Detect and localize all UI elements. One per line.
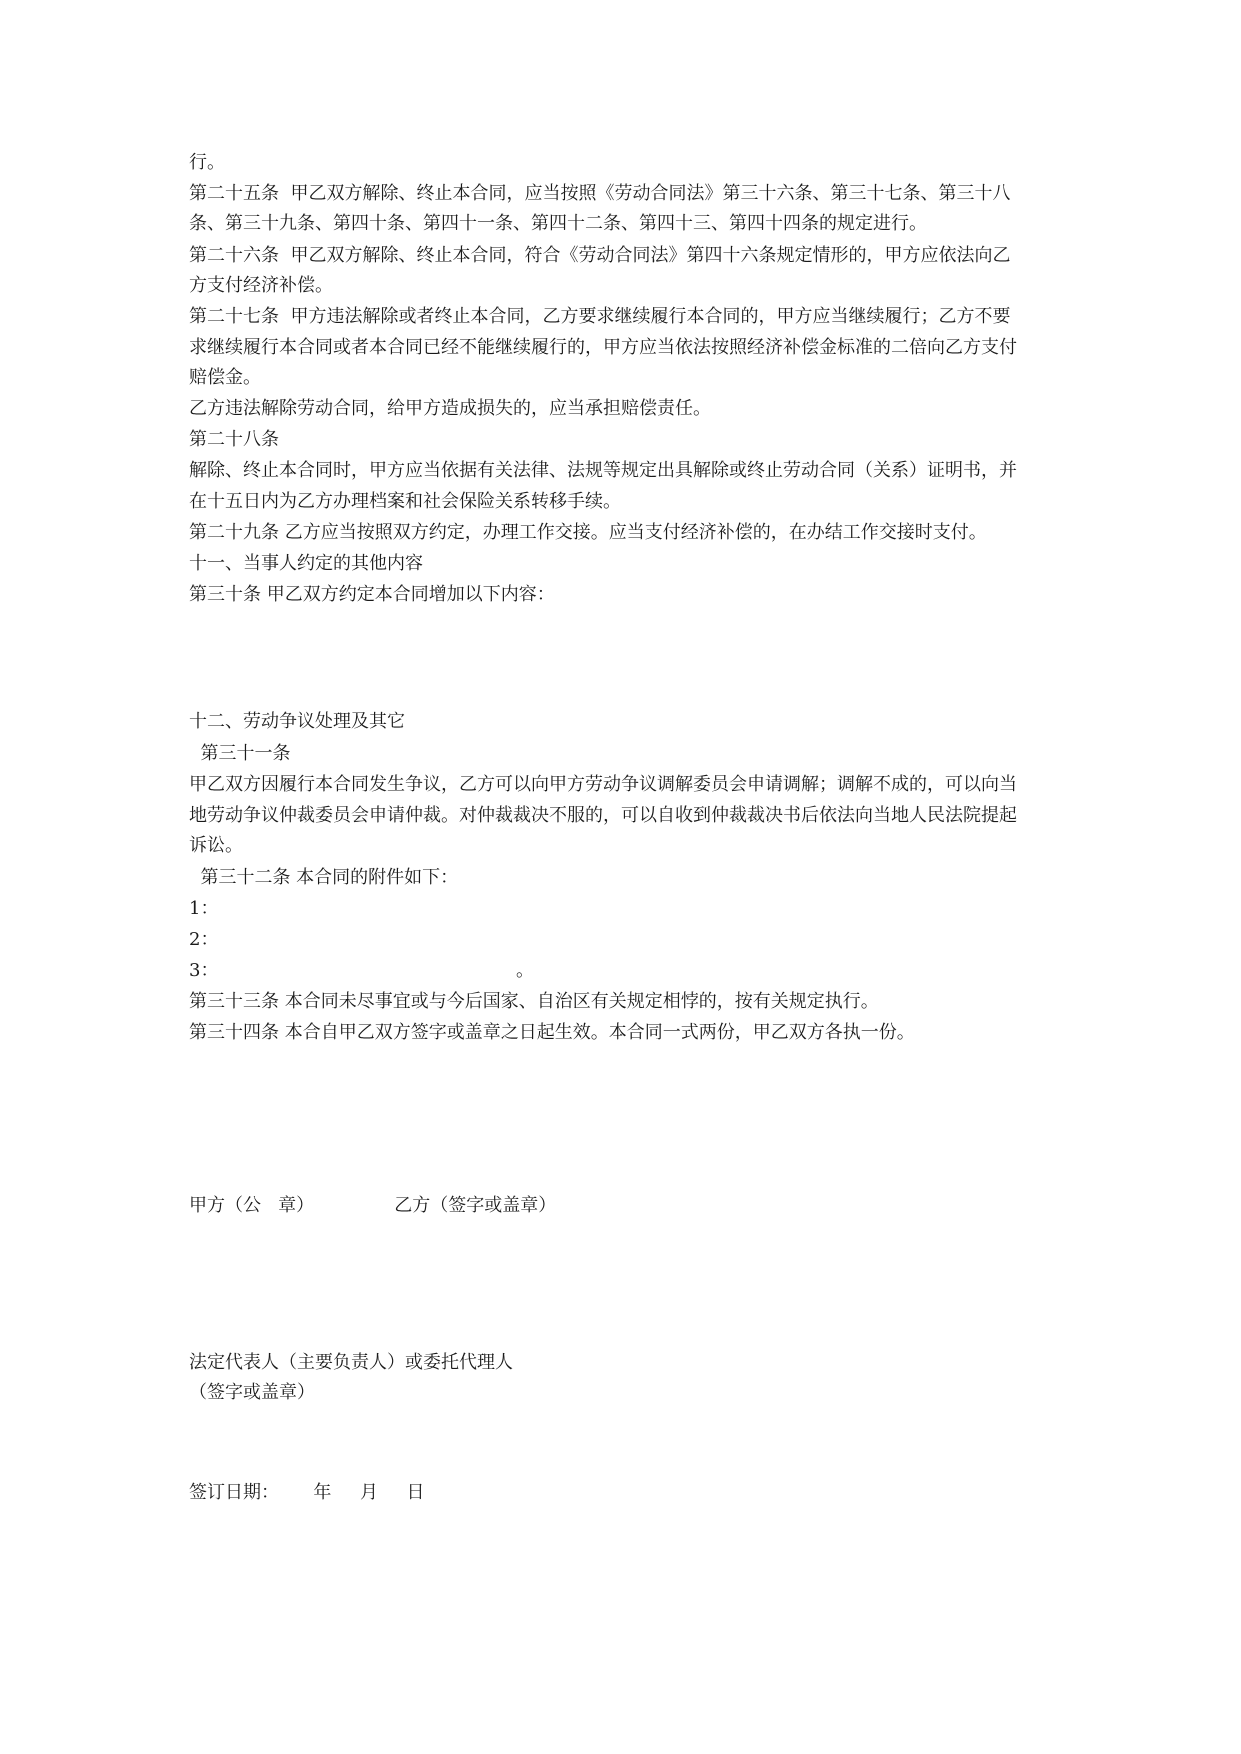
article-34: 第三十四条 本合自甲乙双方签字或盖章之日起生效。本合同一式两份，甲乙双方各执一份。	[189, 1022, 915, 1043]
article-26-line-1: 第二十六条 甲乙双方解除、终止本合同，符合《劳动合同法》第四十六条规定情形的，甲方应依法向乙	[189, 245, 1011, 266]
article-28-line-1: 解除、终止本合同时，甲方应当依据有关法律、法规等规定出具解除或终止劳动合同（关系）证明书，并	[189, 460, 1017, 481]
section-12-heading: 十二、劳动争议处理及其它	[189, 711, 405, 732]
article-28-heading: 第二十八条	[189, 429, 279, 450]
article-27-line-4: 乙方违法解除劳动合同，给甲方造成损失的，应当承担赔偿责任。	[189, 398, 711, 419]
signature-parties: 甲方（公 章） 乙方（签字或盖章）	[189, 1195, 557, 1216]
signing-date: 签订日期： 年 月 日	[189, 1482, 425, 1503]
article-25-line-1: 第二十五条 甲乙双方解除、终止本合同，应当按照《劳动合同法》第三十六条、第三十七条、第三十八	[189, 183, 1011, 204]
attachment-1: 1：	[189, 898, 219, 919]
article-25-line-2: 条、第三十九条、第四十条、第四十一条、第四十二条、第四十三、第四十四条的规定进行。	[189, 213, 927, 234]
article-31-line-2: 地劳动争议仲裁委员会申请仲裁。对仲裁裁决不服的，可以自收到仲裁裁决书后依法向当地人民法院提起	[189, 805, 1017, 826]
article-31-heading: 第三十一条	[189, 743, 291, 764]
article-27-line-3: 赔偿金。	[189, 367, 261, 388]
attachment-2: 2：	[189, 929, 219, 950]
article-26-line-2: 方支付经济补偿。	[189, 275, 333, 296]
legal-representative: 法定代表人（主要负责人）或委托代理人	[189, 1352, 513, 1373]
article-27-line-2: 求继续履行本合同或者本合同已经不能继续履行的，甲方应当依法按照经济补偿金标准的二倍向乙方支付	[189, 337, 1017, 358]
article-29: 第二十九条 乙方应当按照双方约定，办理工作交接。应当支付经济补偿的，在办结工作交接时支付。	[189, 522, 987, 543]
article-31-line-3: 诉讼。	[189, 835, 243, 856]
section-11-heading: 十一、当事人约定的其他内容	[189, 553, 423, 574]
article-27-line-1: 第二十七条 甲方违法解除或者终止本合同，乙方要求继续履行本合同的，甲方应当继续履行；乙方不要	[189, 306, 1011, 327]
attachment-3: 3： 。	[189, 960, 534, 981]
article-28-line-2: 在十五日内为乙方办理档案和社会保险关系转移手续。	[189, 491, 621, 512]
article-31-line-1: 甲乙双方因履行本合同发生争议，乙方可以向甲方劳动争议调解委员会申请调解；调解不成的，可以向当	[189, 774, 1017, 795]
article-32: 第三十二条 本合同的附件如下：	[189, 867, 459, 888]
article-33: 第三十三条 本合同未尽事宜或与今后国家、自治区有关规定相悖的，按有关规定执行。	[189, 991, 879, 1012]
article-30: 第三十条 甲乙双方约定本合同增加以下内容：	[189, 584, 555, 605]
signature-note: （签字或盖章）	[189, 1382, 315, 1403]
text-line: 行。	[189, 152, 225, 173]
